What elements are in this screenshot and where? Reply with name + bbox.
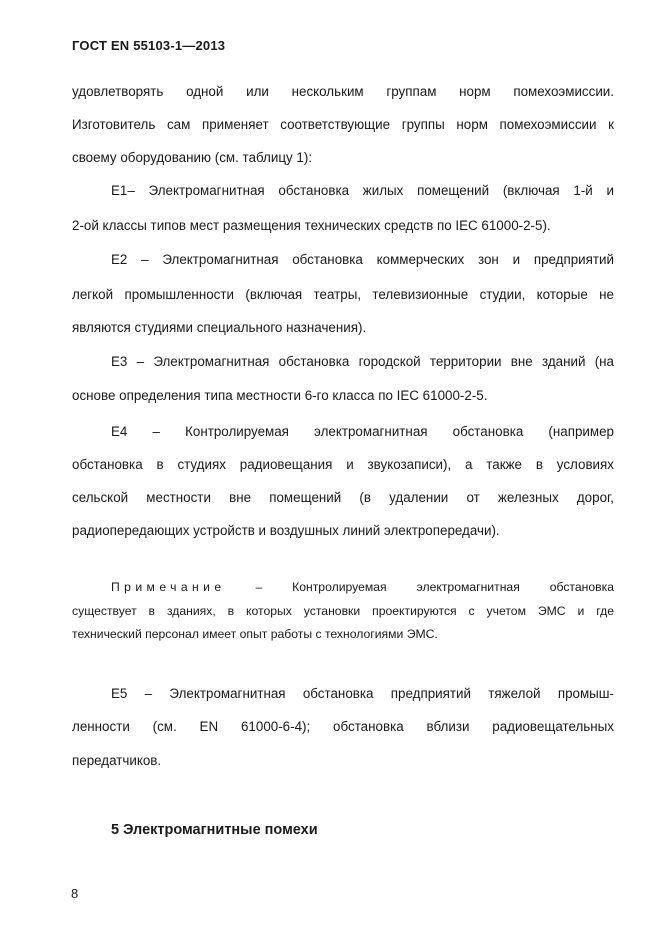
paragraph-line: удовлетворять одной или нескольким группам норм помехоэмиссии. — [72, 84, 614, 99]
paragraph-e4-line: сельской местности вне помещений (в удалении от железных дорог, — [72, 490, 614, 505]
paragraph-e1-line: E1– Электромагнитная обстановка жилых помещений (включая 1-й и — [111, 183, 614, 198]
paragraph-e2-line: легкой промышленности (включая театры, телевизионные студии, которые не — [72, 287, 614, 302]
page-number: 8 — [71, 886, 79, 901]
paragraph-e3-line: E3 – Электромагнитная обстановка городской территории вне зданий (на — [111, 354, 614, 369]
note-text-start: – Контролируемая электромагнитная обстановка — [255, 580, 614, 594]
paragraph-e2-line: являются студиями специального назначения). — [72, 320, 367, 335]
section-heading: 5 Электромагнитные помехи — [111, 822, 318, 838]
note-line: существует в зданиях, в которых установки проектируются с учетом ЭМС и где — [72, 604, 614, 618]
paragraph-e4-line: обстановка в студиях радиовещания и звукозаписи), а также в условиях — [72, 457, 614, 472]
note-label: Примечание — [111, 580, 226, 594]
paragraph-e3-line: основе определения типа местности 6-го класса по IEC 61000-2-5. — [72, 388, 488, 403]
paragraph-e5-line: ленности (см. EN 61000-6-4); обстановка вблизи радиовещательных — [72, 719, 614, 734]
paragraph-e1-line: 2-ой классы типов мест размещения технических средств по IEC 61000-2-5). — [72, 218, 551, 233]
paragraph-line: своему оборудованию (см. таблицу 1): — [72, 150, 313, 165]
paragraph-e5-line: E5 – Электромагнитная обстановка предприятий тяжелой промыш- — [111, 686, 614, 701]
paragraph-e4-line: радиопередающих устройств и воздушных линий электропередачи). — [72, 523, 500, 538]
paragraph-line: Изготовитель сам применяет соответствующие группы норм помехоэмиссии к — [72, 117, 614, 132]
paragraph-e5-line: передатчиков. — [72, 753, 162, 768]
document-header: ГОСТ EN 55103-1—2013 — [72, 38, 226, 53]
paragraph-e2-line: E2 – Электромагнитная обстановка коммерческих зон и предприятий — [111, 252, 614, 267]
note-line: технический персонал имеет опыт работы с технологиями ЭМС. — [72, 627, 438, 641]
note-first-line — [111, 580, 614, 595]
paragraph-e4-line: E4 – Контролируемая электромагнитная обстановка (например — [111, 424, 614, 439]
